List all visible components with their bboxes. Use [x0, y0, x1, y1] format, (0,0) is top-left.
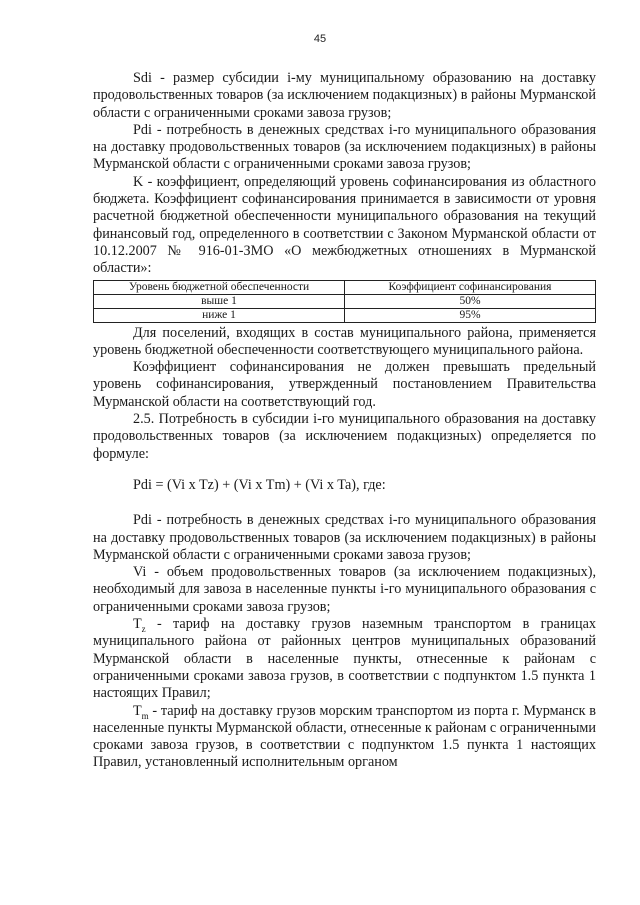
- tm-subscript: m: [141, 710, 149, 721]
- cofinancing-table: [93, 280, 596, 323]
- table-header-cell: Уровень бюджетной обеспеченности: [94, 280, 345, 294]
- tz-text: - тариф на доставку грузов наземным транспортом в границах муниципального района от районных центров муниципальных образований Мурманской области в населенные пункты, отнесенные к районам с ограниченными сроками завоза грузов, в соответствии с подпунктом 1.5 пункта 1 настоящих Правил;: [93, 616, 596, 702]
- cofinancing-table-wrap: [93, 280, 596, 323]
- table-header-cell: Коэффициент софинансирования: [345, 280, 596, 294]
- tm-text: - тариф на доставку грузов морским транспортом из порта г. Мурманск в населенные пункты Мурманской области, отнесенные к районам с ограниченными сроками завоза грузов, в соответствии с подпунктом 1.5 пункта 1 настоящих Правил, установленный исполнительным органом: [93, 702, 596, 771]
- paragraph-tm-definition: [93, 703, 596, 772]
- paragraph-vi-definition: Vi - объем продовольственных товаров (за исключением подакцизных), необходимый для завоза в населенные пункты i-го муниципального образования с ограниченными сроками завоза грузов;: [93, 564, 596, 615]
- paragraph-pdi: Pdi - потребность в денежных средствах i-го муниципального образования на доставку продовольственных товаров (за исключением подакцизных) в районы Мурманской области с ограниченными сроками завоза грузов;: [93, 121, 596, 173]
- tz-subscript: z: [141, 623, 146, 634]
- paragraph-tz-definition: [93, 616, 596, 702]
- table-cell: ниже 1: [94, 308, 345, 322]
- paragraph-2-5: 2.5. Потребность в субсидии i-го муниципального образования на доставку продовольственных товаров (за исключением подакцизных) определяется по формуле:: [93, 411, 596, 462]
- table-cell: 95%: [345, 308, 596, 322]
- paragraph-cofinancing-limit: Коэффициент софинансирования не должен превышать предельный уровень софинансирования, утвержденный постановлением Правительства Мурманской области на соответствующий год.: [93, 359, 596, 410]
- tz-symbol: T: [133, 616, 142, 633]
- tm-symbol: T: [133, 702, 142, 719]
- table-cell: 50%: [345, 294, 596, 308]
- table-row: [94, 308, 596, 322]
- paragraph-pdi-definition: Pdi - потребность в денежных средствах i-го муниципального образования на доставку продовольственных товаров (за исключением подакцизных) в районы Мурманской области с ограниченными сроками завоза грузов;: [93, 512, 596, 563]
- table-row: [94, 294, 596, 308]
- paragraph-settlements: Для поселений, входящих в состав муниципального района, применяется уровень бюджетной обеспеченности соответствующего муниципального района.: [93, 324, 596, 358]
- table-cell: выше 1: [94, 294, 345, 308]
- table-header-row: [94, 280, 596, 294]
- document-body: [93, 70, 596, 772]
- page-number: 45: [313, 33, 327, 45]
- formula: Pdi = (Vi x Tz) + (Vi x Tm) + (Vi x Ta), где:: [133, 476, 386, 493]
- paragraph-sdi: Sdi - размер субсидии i-му муниципальному образованию на доставку продовольственных товаров (за исключением подакцизных) в районы Мурманской области с ограниченными сроками завоза грузов;: [93, 70, 596, 121]
- paragraph-k: K - коэффициент, определяющий уровень софинансирования из областного бюджета. Коэффициент софинансирования принимается в зависимости от уровня расчетной бюджетной обеспеченности муниципального образования на текущий финансовый год, определенного в соответствии с Законом Мурманской области от 10.12.2007 № 916-01-ЗМО «О межбюджетных отношениях в Мурманской области»:: [93, 173, 596, 277]
